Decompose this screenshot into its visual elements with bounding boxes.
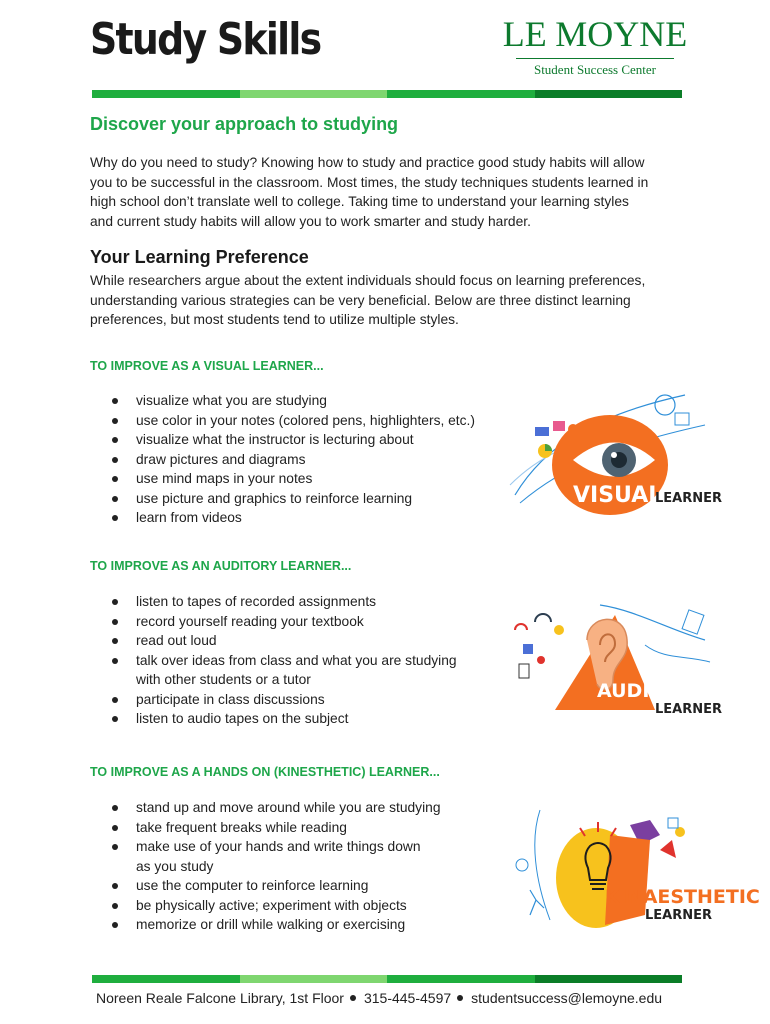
logo-subtitle: Student Success Center <box>533 62 657 77</box>
visual-art-word: VISUAL <box>573 483 663 508</box>
list-item: visualize what the instructor is lecturing about <box>112 430 475 450</box>
visual-list <box>112 391 475 528</box>
auditory-heading: TO IMPROVE AS AN AUDITORY LEARNER... <box>90 559 352 573</box>
kinesthetic-art-sub: LEARNER <box>645 908 713 923</box>
footer-phone[interactable]: 315-445-4597 <box>363 990 452 1006</box>
intro-heading: Discover your approach to studying <box>90 114 399 134</box>
visual-heading: TO IMPROVE AS A VISUAL LEARNER... <box>90 359 324 373</box>
visual-art-sub: LEARNER <box>655 491 723 506</box>
footer-location: Noreen Reale Falcone Library, 1st Floor <box>96 990 344 1006</box>
list-item: read out loud <box>112 631 457 651</box>
list-item: take frequent breaks while reading <box>112 818 441 838</box>
list-item: use the computer to reinforce learning <box>112 876 441 896</box>
list-item: visualize what you are studying <box>112 391 475 411</box>
list-item: make use of your hands and write things down <box>112 837 441 857</box>
preference-paragraph: While researchers argue about the extent individuals should focus on learning preferences, understanding various strategies can be very beneficial. Below are three distinct learning preferences, but most students tend to utilize multiple styles. <box>90 273 646 327</box>
auditory-list <box>112 592 457 729</box>
auditory-art-sub: LEARNER <box>655 702 723 717</box>
list-item: listen to audio tapes on the subject <box>112 709 457 729</box>
list-item: stand up and move around while you are studying <box>112 798 441 818</box>
kinesthetic-learner-illustration <box>510 800 760 935</box>
list-item: memorize or drill while walking or exercising <box>112 915 441 935</box>
list-item: use mind maps in your notes <box>112 469 475 489</box>
footer-email[interactable]: studentsuccess@lemoyne.edu <box>471 990 663 1006</box>
kinesthetic-art-word: KINAESTHETIC <box>605 886 760 908</box>
top-color-bar <box>92 90 682 98</box>
list-item: participate in class discussions <box>112 690 457 710</box>
visual-learner-illustration <box>505 385 730 515</box>
le-moyne-logo <box>500 14 690 78</box>
bottom-color-bar <box>92 975 682 983</box>
separator-dot <box>457 995 463 1001</box>
page-title: Study Skills <box>90 14 321 65</box>
logo-name: LE MOYNE <box>502 14 688 54</box>
list-item: draw pictures and diagrams <box>112 450 475 470</box>
footer-contact <box>96 990 662 1006</box>
auditory-art-word: AUDITORY <box>597 680 706 702</box>
intro-paragraph: Why do you need to study? Knowing how to study and practice good study habits will allow you to be successful in the classroom. Most times, the study techniques students learned in high school don’t translate well to college. Taking time to understand your learning styles and current study habits will allow you to work smarter and study harder. <box>90 155 649 229</box>
separator-dot <box>350 995 356 1001</box>
logo-rule <box>516 58 674 59</box>
kinesthetic-list <box>112 798 441 935</box>
kinesthetic-heading: TO IMPROVE AS A HANDS ON (KINESTHETIC) LEARNER... <box>90 765 440 779</box>
list-item: learn from videos <box>112 508 475 528</box>
list-item: use picture and graphics to reinforce learning <box>112 489 475 509</box>
auditory-learner-illustration <box>505 600 725 720</box>
list-item: with other students or a tutor <box>136 672 311 687</box>
list-item: as you study <box>136 858 214 874</box>
list-item: use color in your notes (colored pens, highlighters, etc.) <box>112 411 475 431</box>
list-item: listen to tapes of recorded assignments <box>112 592 457 612</box>
list-item: record yourself reading your textbook <box>112 612 457 632</box>
preference-heading: Your Learning Preference <box>90 247 309 267</box>
list-item: be physically active; experiment with objects <box>112 896 441 916</box>
list-item: talk over ideas from class and what you are studying <box>112 651 457 671</box>
